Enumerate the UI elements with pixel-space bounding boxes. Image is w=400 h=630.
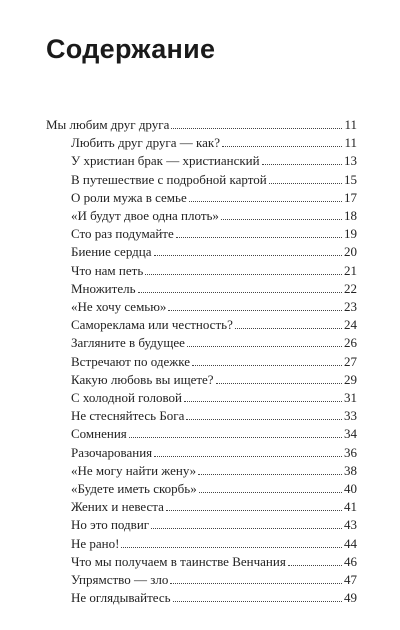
dot-leader — [187, 336, 342, 347]
toc-entry-page-number: 41 — [344, 499, 357, 515]
toc-entry-title: Любить друг друга — как? — [71, 135, 221, 151]
toc-entry — [71, 536, 357, 552]
toc-entry-title: Жених и невеста — [71, 499, 164, 515]
toc-entry-page-number: 47 — [344, 572, 357, 587]
toc-entry — [71, 208, 357, 224]
toc-entry — [71, 590, 357, 606]
toc-entry — [71, 463, 357, 479]
toc-entry — [71, 517, 357, 533]
toc-entry-page-number: 31 — [344, 390, 357, 405]
toc-entry-title: «Не хочу семью» — [71, 299, 167, 314]
dot-leader — [189, 191, 342, 202]
dot-leader — [145, 264, 342, 275]
toc-entry-page-number: 21 — [344, 262, 357, 278]
toc-entry-page-number: 26 — [344, 335, 357, 351]
dot-leader — [184, 391, 342, 402]
toc-entry — [71, 554, 357, 570]
dot-leader — [288, 555, 342, 566]
toc-entry — [71, 372, 357, 388]
toc-entry — [71, 135, 357, 151]
toc-entry-title: Сомнения — [71, 426, 127, 442]
dot-leader — [269, 173, 342, 184]
toc-entry-page-number: 40 — [344, 481, 357, 496]
dot-leader — [151, 518, 342, 529]
toc-entry-title: Не рано! — [71, 535, 120, 551]
toc-entry-page-number: 19 — [344, 226, 357, 242]
toc-entry — [71, 390, 357, 406]
toc-entry — [71, 572, 357, 588]
toc-entry — [71, 190, 357, 206]
toc-entry-title: Разочарования — [71, 444, 153, 460]
dot-leader — [154, 446, 342, 457]
toc-entry-page-number: 46 — [344, 553, 357, 569]
toc-entry — [71, 299, 357, 315]
toc-entry-title: У христиан брак — христианский — [71, 153, 260, 169]
toc-entry-page-number: 38 — [344, 462, 357, 478]
toc-entry-title: Что мы получаем в таинстве Венчания — [71, 553, 286, 569]
dot-leader — [192, 355, 342, 366]
dot-leader — [262, 154, 342, 165]
toc-entry — [71, 481, 357, 497]
toc-entry-title: Множитель — [71, 280, 136, 296]
dot-leader — [154, 245, 343, 256]
toc-entry-page-number: 11 — [344, 135, 357, 151]
toc-entry — [71, 281, 357, 297]
dot-leader — [176, 227, 342, 238]
toc-entry-title: Что нам петь — [71, 262, 144, 278]
toc-entry-page-number: 23 — [344, 299, 357, 314]
dot-leader — [186, 409, 342, 420]
toc-entry — [71, 172, 357, 188]
dot-leader — [170, 573, 342, 584]
toc-entry-page-number: 43 — [344, 517, 357, 533]
toc-entry — [71, 499, 357, 515]
toc-entry-title: Загляните в будущее — [71, 335, 185, 351]
dot-leader — [166, 500, 342, 511]
toc-entry-title: «Будете иметь скорбь» — [71, 481, 197, 496]
toc-entry-page-number: 24 — [344, 317, 357, 333]
toc-entry-page-number: 18 — [344, 208, 357, 223]
dot-leader — [199, 482, 342, 493]
toc-entry-title: Сто раз подумайте — [71, 226, 174, 242]
toc-entry-page-number: 44 — [344, 535, 357, 551]
dot-leader — [121, 537, 342, 548]
dot-leader — [138, 282, 343, 293]
toc-entry-page-number: 17 — [344, 189, 357, 205]
toc-entry-title: Мы любим друг друга — [46, 117, 170, 132]
toc-entry-title: Какую любовь вы ищете? — [71, 371, 214, 387]
dot-leader — [198, 464, 342, 475]
toc-entry-title: В путешествие с подробной картой — [71, 171, 267, 187]
dot-leader — [235, 318, 342, 329]
dot-leader — [222, 136, 342, 147]
toc-entry — [71, 263, 357, 279]
toc-entry — [46, 117, 357, 133]
toc-entry-page-number: 27 — [344, 353, 357, 369]
toc-entry-page-number: 36 — [344, 444, 357, 460]
toc-entry-page-number: 22 — [344, 280, 357, 296]
toc-entry-page-number: 49 — [344, 590, 357, 606]
toc-entry-title: С холодной головой — [71, 390, 182, 405]
toc-entry — [71, 426, 357, 442]
toc-entry-title: Не оглядывайтесь — [71, 590, 171, 606]
toc-entry-title: «И будут двое одна плоть» — [71, 208, 219, 223]
toc-entry-title: «Не могу найти жену» — [71, 462, 197, 478]
dot-leader — [129, 427, 342, 438]
toc-entry — [71, 354, 357, 370]
toc-entry-title: Но это подвиг — [71, 517, 150, 533]
toc-entry — [71, 445, 357, 461]
toc-entry — [71, 335, 357, 351]
dot-leader — [216, 373, 342, 384]
toc-entry-page-number: 20 — [344, 244, 357, 260]
dot-leader — [173, 591, 342, 602]
toc-entry-title: Встречают по одежке — [71, 353, 190, 369]
toc-entry-title: Упрямство — зло — [71, 572, 169, 587]
toc-entry — [71, 317, 357, 333]
dot-leader — [171, 118, 342, 129]
dot-leader — [221, 209, 342, 220]
toc-entry — [71, 408, 357, 424]
toc-entry — [71, 226, 357, 242]
dot-leader — [168, 300, 342, 311]
toc-entry-page-number: 13 — [344, 153, 357, 169]
toc-entry-page-number: 29 — [344, 371, 357, 387]
toc-entry-title: Биение сердца — [71, 244, 152, 260]
toc-entry-title: О роли мужа в семье — [71, 189, 187, 205]
toc-entry — [71, 244, 357, 260]
toc-entry-page-number: 33 — [344, 408, 357, 424]
page-title: Содержание — [46, 34, 216, 64]
toc-entry-title: Не стесняйтесь Бога — [71, 408, 185, 424]
toc-entry-page-number: 11 — [344, 117, 357, 132]
toc-entry-title: Самореклама или честность? — [71, 317, 233, 333]
toc-entry — [71, 153, 357, 169]
toc-entry-page-number: 34 — [344, 426, 357, 442]
toc-entry-page-number: 15 — [344, 171, 357, 187]
